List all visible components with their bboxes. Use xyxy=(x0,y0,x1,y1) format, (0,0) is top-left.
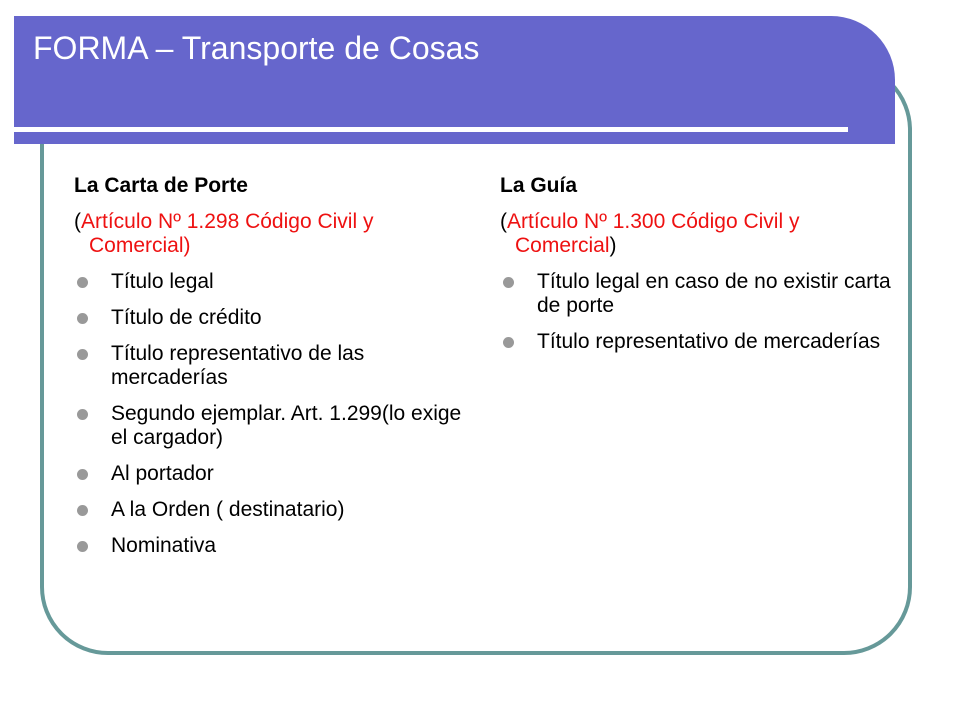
right-column-reference xyxy=(500,210,900,258)
right-column xyxy=(500,174,900,366)
list-item-text: Título legal en caso de no existir carta de porte xyxy=(537,270,891,317)
left-column xyxy=(74,174,474,570)
list-item-text: Nominativa xyxy=(111,534,217,557)
bullet-icon xyxy=(77,541,88,552)
reference-open-paren: ( xyxy=(74,210,81,233)
left-column-reference xyxy=(74,210,474,258)
bullet-icon xyxy=(77,469,88,480)
list-item xyxy=(74,534,474,558)
list-item-text: Al portador xyxy=(111,462,214,485)
reference-text: Artículo Nº 1.298 Código Civil y Comercial) xyxy=(81,210,374,257)
right-bullet-list xyxy=(500,270,900,354)
list-item xyxy=(500,270,900,318)
list-item-text: Título legal xyxy=(111,270,214,293)
reference-close-paren: ) xyxy=(609,234,617,257)
list-item xyxy=(74,462,474,486)
left-bullet-list xyxy=(74,270,474,558)
list-item xyxy=(74,498,474,522)
list-item xyxy=(500,330,900,354)
bullet-icon xyxy=(77,277,88,288)
list-item xyxy=(74,270,474,294)
list-item-text: Título de crédito xyxy=(111,306,262,329)
reference-open-paren: ( xyxy=(500,210,507,233)
list-item-text: Título representativo de las mercaderías xyxy=(111,342,365,389)
bullet-icon xyxy=(77,313,88,324)
list-item xyxy=(74,342,474,390)
bullet-icon xyxy=(77,505,88,516)
reference-text: Artículo Nº 1.300 Código Civil y Comercial xyxy=(507,210,800,257)
right-column-heading: La Guía xyxy=(500,174,578,197)
bullet-icon xyxy=(77,349,88,360)
list-item-text: Título representativo de mercaderías xyxy=(537,330,881,353)
left-column-heading: La Carta de Porte xyxy=(74,174,248,197)
title-underline xyxy=(14,127,848,132)
list-item-text: Segundo ejemplar. Art. 1.299(lo exige el cargador) xyxy=(111,402,462,449)
bullet-icon xyxy=(77,409,88,420)
list-item-text: A la Orden ( destinatario) xyxy=(111,498,345,521)
bullet-icon xyxy=(503,277,514,288)
slide-title: FORMA – Transporte de Cosas xyxy=(33,30,480,66)
list-item xyxy=(74,402,474,450)
list-item xyxy=(74,306,474,330)
bullet-icon xyxy=(503,337,514,348)
